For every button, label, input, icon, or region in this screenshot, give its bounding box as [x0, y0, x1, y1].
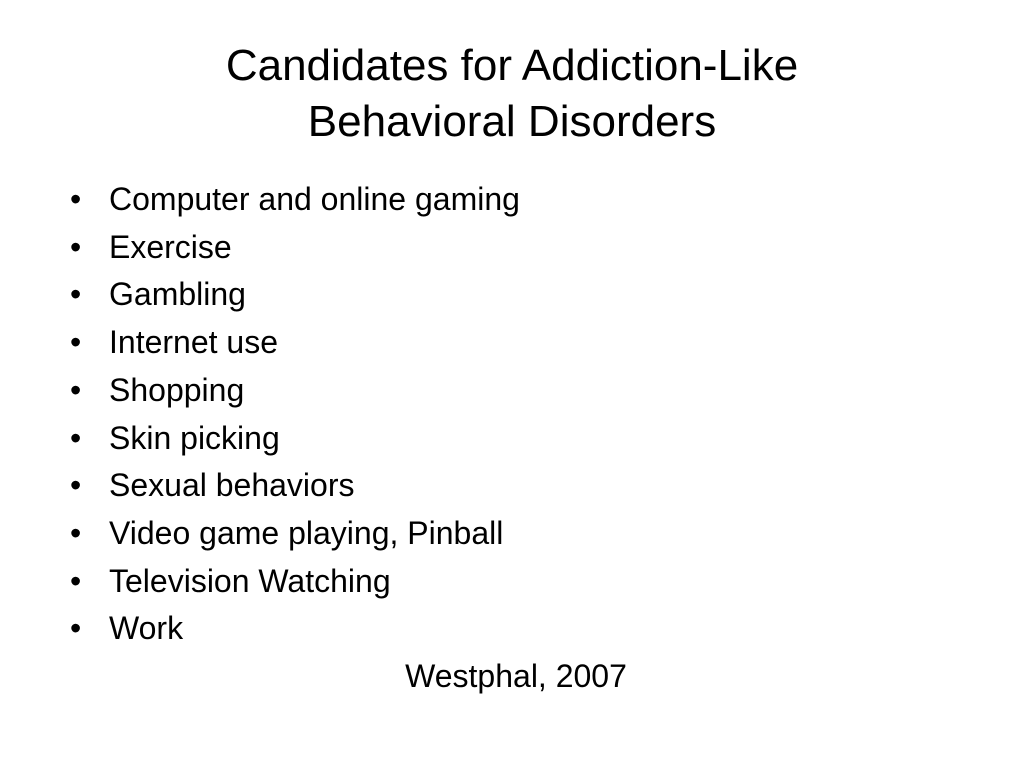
- bullet-text: Video game playing, Pinball: [109, 514, 504, 551]
- bullet-item: [70, 605, 520, 653]
- bullet-icon: •: [70, 324, 82, 361]
- bullet-icon: •: [70, 276, 82, 313]
- citation: Westphal, 2007: [405, 658, 627, 694]
- bullet-icon: •: [70, 514, 82, 551]
- bullet-icon: •: [70, 181, 82, 217]
- bullet-icon: •: [70, 419, 82, 456]
- bullet-text: Gambling: [109, 276, 246, 313]
- bullet-item: [70, 224, 520, 272]
- bullet-item: [70, 319, 520, 367]
- bullet-item: [70, 367, 520, 415]
- bullet-item: [70, 176, 520, 224]
- bullet-item: [70, 415, 520, 463]
- bullet-item: [70, 271, 520, 319]
- bullet-list: [70, 176, 520, 653]
- bullet-text: Skin picking: [109, 419, 280, 456]
- bullet-icon: •: [70, 467, 82, 504]
- slide-title: [0, 38, 1024, 150]
- bullet-item: [70, 510, 520, 558]
- bullet-icon: •: [70, 562, 82, 599]
- bullet-text: Internet use: [109, 324, 278, 361]
- bullet-icon: •: [70, 228, 82, 265]
- bullet-text: Shopping: [109, 371, 245, 408]
- slide-title-line-2: Behavioral Disorders: [307, 97, 717, 146]
- slide-title-line-1: Candidates for Addiction-Like: [225, 41, 799, 90]
- bullet-text: Work: [109, 610, 184, 647]
- bullet-icon: •: [70, 610, 82, 647]
- bullet-text: Sexual behaviors: [109, 467, 355, 504]
- bullet-text: Computer and online gaming: [109, 181, 520, 217]
- bullet-item: [70, 462, 520, 510]
- bullet-item: [70, 558, 520, 606]
- bullet-icon: •: [70, 371, 82, 408]
- bullet-text: Television Watching: [109, 562, 391, 599]
- bullet-text: Exercise: [109, 228, 232, 265]
